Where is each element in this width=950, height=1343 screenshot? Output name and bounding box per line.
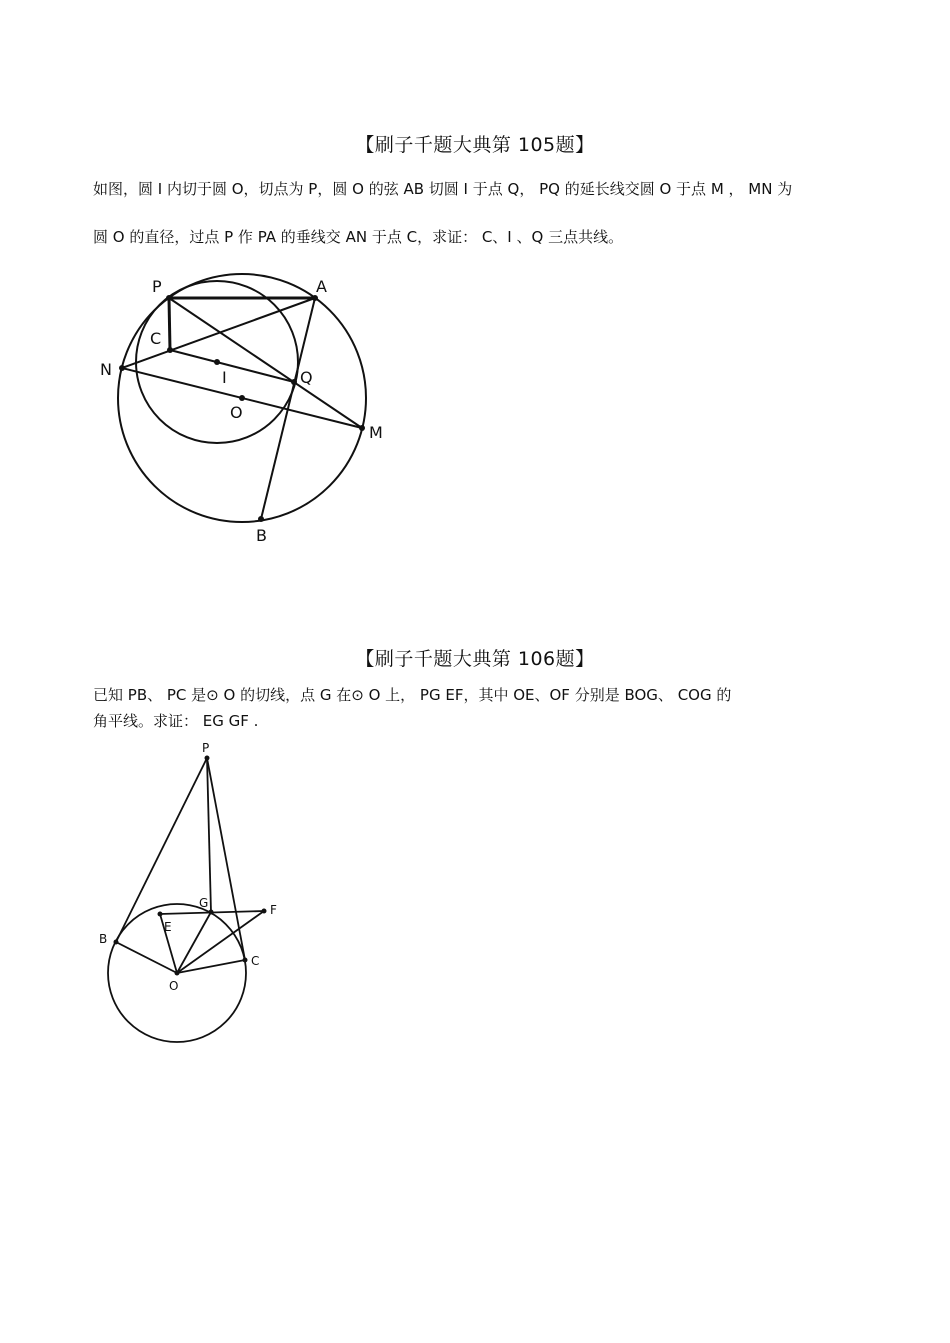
label-c-106: C <box>251 954 260 968</box>
point-o <box>239 395 245 401</box>
label-f: F <box>270 903 277 917</box>
segment-pc <box>169 298 170 350</box>
point-n <box>119 365 125 371</box>
label-m: M <box>369 423 383 442</box>
point-p <box>166 295 172 301</box>
point-b-106 <box>114 940 119 945</box>
label-p-106: P <box>202 741 210 755</box>
problem-106-text-line-1: 已知 PB、 PC 是⊙ O 的切线，点 G 在⊙ O 上， PG EF，其中 OE、OF 分别是 BOG、 COG 的 <box>93 686 732 704</box>
figure-106 <box>99 741 277 1042</box>
problem-105-text-line-2: 圆 O 的直径，过点 P 作 PA 的垂线交 AN 于点 C，求证： C、I 、Q 三点共线。 <box>93 228 624 246</box>
point-m <box>359 425 365 431</box>
segment-ob <box>116 942 177 973</box>
point-c-106 <box>243 958 248 963</box>
point-e <box>158 912 163 917</box>
segment-pm <box>169 298 362 428</box>
label-e: E <box>164 920 172 934</box>
problem-106-text-line-2: 角平线。求证： EG GF . <box>93 712 259 730</box>
point-p-106 <box>205 756 210 761</box>
point-i <box>214 359 220 365</box>
label-b: B <box>256 526 267 545</box>
figure-105 <box>100 274 383 545</box>
label-a: A <box>316 277 327 296</box>
label-o-106: O <box>169 979 179 993</box>
label-i: I <box>222 368 227 387</box>
label-q: Q <box>300 368 313 387</box>
label-p: P <box>152 277 162 296</box>
problem-105-title: 【刷子千题大典第 105题】 <box>355 134 595 156</box>
segment-pg <box>207 758 211 912</box>
label-b-106: B <box>99 932 108 946</box>
label-n: N <box>100 360 112 379</box>
point-q <box>291 379 297 385</box>
point-f <box>262 909 267 914</box>
point-g <box>209 910 214 915</box>
label-o: O <box>230 403 243 422</box>
segment-cq <box>170 350 294 382</box>
segment-og <box>177 912 211 973</box>
problem-106-title: 【刷子千题大典第 106题】 <box>355 648 595 670</box>
point-b <box>258 516 264 522</box>
segment-ab <box>261 298 315 519</box>
problem-105-text-line-1: 如图，圆 I 内切于圆 O，切点为 P，圆 O 的弦 AB 切圆 I 于点 Q， PQ 的延长线交圆 O 于点 M ， MN 为 <box>93 180 793 198</box>
label-c: C <box>150 329 162 348</box>
point-c <box>167 347 173 353</box>
label-g: G <box>199 896 209 910</box>
point-o-106 <box>175 971 180 976</box>
